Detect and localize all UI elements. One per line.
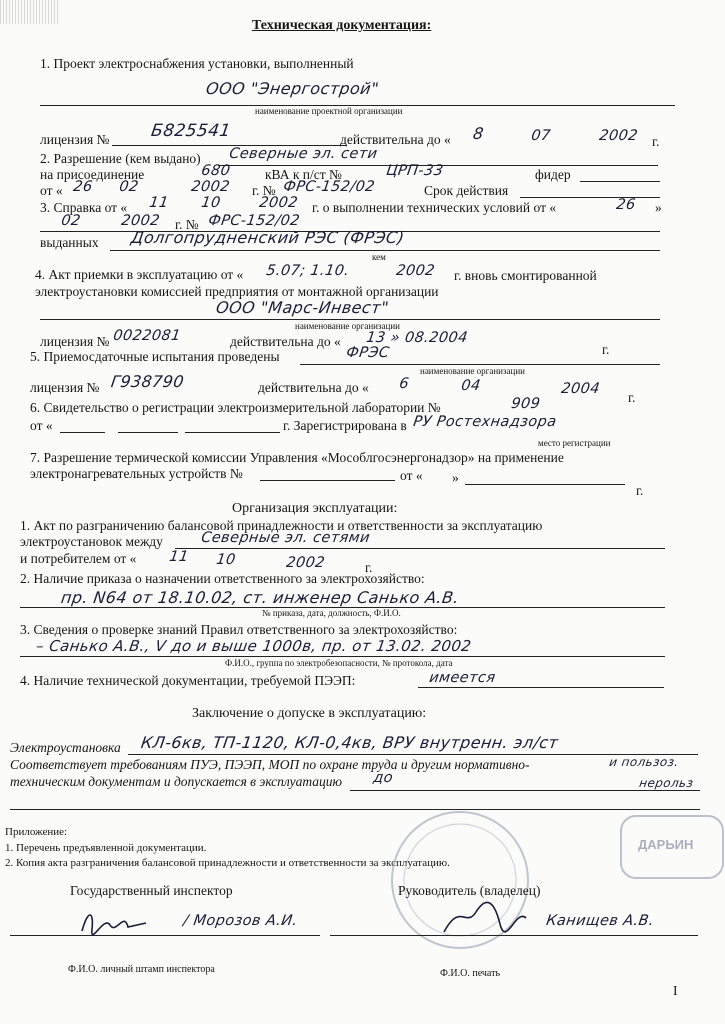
- s1-org-value: ООО "Энергострой": [204, 79, 381, 98]
- s7-text2: электронагревательных устройств №: [30, 466, 243, 481]
- s6-day-line: [60, 432, 105, 433]
- s3-tu-quote: »: [655, 200, 662, 215]
- c-permit-line: [350, 790, 700, 791]
- s1-license-value: Б825541: [149, 121, 233, 141]
- scan-noise: [0, 0, 60, 24]
- s2-connect-label: на присоединение: [40, 167, 145, 182]
- s2-term: Срок действия: [424, 183, 509, 198]
- org-title: Организация эксплуатации:: [232, 501, 398, 516]
- s4-text2: электроустановки комиссией предприятия от монтажной организации: [35, 284, 439, 299]
- s3-day: 11: [148, 195, 170, 211]
- s7-quote: »: [452, 470, 459, 485]
- s3-issuer: Долгопрудненский РЭС (ФРЭС): [129, 228, 406, 247]
- s2-number: ФРС-152/02: [282, 179, 376, 195]
- s4-year-g: г.: [602, 342, 610, 357]
- o1-year: 2002: [285, 555, 326, 571]
- s2-kva: кВА к п/ст №: [265, 167, 342, 182]
- o1-label: 1. Акт по разграничению балансовой принадлежности и ответственности за эксплуатацию: [20, 518, 543, 533]
- s6-place: РУ Ростехнадзора: [412, 414, 558, 430]
- s2-from: от «: [40, 183, 63, 198]
- s3-tu-month: 02: [60, 213, 82, 229]
- c-extra-line: [10, 809, 700, 810]
- stamp-box: [620, 815, 724, 879]
- s4-label: 4. Акт приемки в эксплуатацию от «: [35, 267, 244, 282]
- c-permit: до: [372, 770, 395, 786]
- s2-month: 02: [118, 179, 140, 195]
- s4-valid-date: 13 » 08.2004: [365, 330, 469, 346]
- s5-license-label: лицензия №: [30, 380, 100, 395]
- s5-year: 2004: [560, 381, 601, 397]
- c-value2: и пользоз.: [608, 755, 680, 769]
- s5-label: 5. Приемосдаточные испытания проведены: [30, 349, 280, 364]
- s4-valid: действительна до «: [230, 334, 341, 349]
- s1-year: 2002: [598, 128, 639, 144]
- s3-number: ФРС-152/02: [207, 213, 301, 229]
- manager-sign-line: [330, 935, 698, 936]
- inspector-caption: Ф.И.О. личный штамп инспектора: [68, 964, 215, 975]
- o4-line: [418, 687, 664, 688]
- s1-month: 07: [530, 128, 552, 144]
- s1-day: 8: [471, 124, 486, 143]
- s2-num-label: г. №: [252, 183, 276, 198]
- manager-name: Канищев А.В.: [545, 913, 656, 929]
- s4-date: 5.07; 1.10.: [265, 263, 351, 279]
- s4-org-line: [40, 319, 660, 320]
- s7-number-line: [260, 480, 395, 481]
- o3-value: – Санько А.В., V до и выше 1000в, пр. от 13.02. 2002: [35, 637, 473, 655]
- s2-day: 26: [72, 179, 94, 195]
- s6-caption: место регистрации: [538, 438, 611, 448]
- s4-org-caption: наименование организации: [295, 321, 400, 331]
- s3-text: г. о выполнении технических условий от «: [312, 200, 557, 215]
- s5-org: ФРЭС: [345, 345, 391, 361]
- o1-party: Северные эл. сетями: [200, 530, 372, 546]
- s6-number: 909: [510, 396, 542, 412]
- o1-day: 11: [168, 549, 190, 565]
- app-title: Приложение:: [5, 826, 68, 838]
- inspector-signature: [80, 905, 150, 937]
- s5-license: Г938790: [109, 372, 186, 391]
- s5-org-line: [300, 364, 660, 365]
- c-value3: нерольз: [638, 776, 695, 790]
- c-line2: Соответствует требованиям ПУЭ, ПЭЭП, МОП по охране труда и другим нормативно-: [10, 757, 530, 772]
- c-label: Электроустановка: [10, 740, 121, 755]
- s5-valid: действительна до «: [258, 380, 369, 395]
- s1-valid-label: действительна до «: [340, 132, 451, 147]
- s3-month: 10: [200, 195, 222, 211]
- s7-from: от «: [400, 468, 423, 483]
- s2-power: 680: [200, 163, 232, 179]
- app-item-1: 1. Перечень предъявленной документации.: [5, 842, 207, 854]
- s1-year-g: г.: [652, 134, 660, 149]
- o3-line: [20, 656, 665, 657]
- s7-year-g: г.: [636, 483, 644, 498]
- o1-month: 10: [215, 552, 237, 568]
- s5-caption: наименование организации: [420, 366, 525, 376]
- s6-year-line: [185, 432, 280, 433]
- s1-label: 1. Проект электроснабжения установки, выполненный: [40, 56, 354, 71]
- inspector-sign-line: [10, 935, 320, 936]
- o1-party-line: [175, 548, 665, 549]
- s3-tu-day: 26: [615, 197, 637, 213]
- c-value: КЛ-6кв, ТП-1120, КЛ-0,4кв, ВРУ внутренн. эл/ст: [139, 733, 560, 752]
- s4-license-label: лицензия №: [40, 334, 110, 349]
- s3-issuer-line: [110, 250, 660, 251]
- o1-text2: электроустановок между: [20, 534, 163, 549]
- s3-tu-year: 2002: [120, 213, 161, 229]
- s2-substation: ЦРП-33: [385, 163, 445, 179]
- s6-reg: г. Зарегистрирована в: [283, 418, 407, 433]
- s1-license-label: лицензия №: [40, 132, 110, 147]
- app-item-2: 2. Копия акта разграничения балансовой принадлежности и ответственности за эксплуатацию.: [5, 857, 450, 869]
- s2-issuer-value: Северные эл. сети: [228, 146, 379, 162]
- s2-label: 2. Разрешение (кем выдано): [40, 151, 201, 166]
- s4-org-value: ООО "Марс-Инвест": [214, 298, 391, 317]
- s7-date-line: [465, 484, 625, 485]
- o4-label: 4. Наличие технической документации, требуемой ПЭЭП:: [20, 673, 356, 688]
- s6-label: 6. Свидетельство о регистрации электроизмерительной лаборатории №: [30, 400, 441, 415]
- s3-num-label: г. №: [175, 217, 199, 232]
- manager-label: Руководитель (владелец): [398, 883, 541, 898]
- manager-caption: Ф.И.О. печать: [440, 968, 501, 979]
- o2-value: пр. N64 от 18.10.02, ст. инженер Санько А.В.: [59, 588, 461, 607]
- o1-text3: и потребителем от «: [20, 551, 137, 566]
- o3-caption: Ф.И.О., группа по электробезопасности, № протокола, дата: [225, 658, 453, 668]
- page-mark: I: [673, 983, 678, 998]
- o1-year-g: г.: [365, 560, 373, 575]
- s2-feeder-line: [580, 181, 660, 182]
- s2-term-line: [520, 197, 660, 198]
- doc-title: Техническая документация:: [252, 18, 432, 33]
- s2-feeder: фидер: [535, 167, 571, 182]
- s5-year-g: г.: [628, 390, 636, 405]
- o4-value: имеется: [428, 670, 497, 686]
- s1-org-caption: наименование проектной организации: [255, 106, 403, 116]
- s3-year: 2002: [258, 195, 299, 211]
- s7-label: 7. Разрешение термической комиссии Управления «Мособлгосэнергонадзор» на применение: [30, 450, 564, 465]
- s5-month: 04: [460, 378, 482, 394]
- concl-title: Заключение о допуске в эксплуатацию:: [192, 706, 427, 721]
- s3-kem: кем: [372, 252, 386, 262]
- o2-label: 2. Наличие приказа о назначении ответственного за электрохозяйство:: [20, 571, 425, 586]
- manager-signature: [440, 898, 530, 938]
- s5-day: 6: [398, 376, 411, 392]
- o3-label: 3. Сведения о проверке знаний Правил ответственного за электрохозяйство:: [20, 622, 458, 637]
- s3-label: 3. Справка от «: [40, 200, 128, 215]
- s6-month-line: [118, 432, 178, 433]
- s4-text: г. вновь смонтированной: [454, 268, 597, 283]
- s4-license: 0022081: [112, 328, 182, 344]
- inspector-label: Государственный инспектор: [70, 883, 233, 898]
- c-line3: техническим документам и допускается в эксплуатацию: [10, 774, 343, 789]
- s2-year: 2002: [190, 179, 231, 195]
- inspector-name: / Морозов А.И.: [182, 913, 299, 929]
- s4-year: 2002: [395, 263, 436, 279]
- s6-from: от «: [30, 418, 53, 433]
- o2-caption: № приказа, дата, должность, Ф.И.О.: [262, 608, 401, 618]
- stamp-text: ДАРЬИН: [638, 837, 694, 852]
- s3-issued-label: выданных: [40, 235, 99, 250]
